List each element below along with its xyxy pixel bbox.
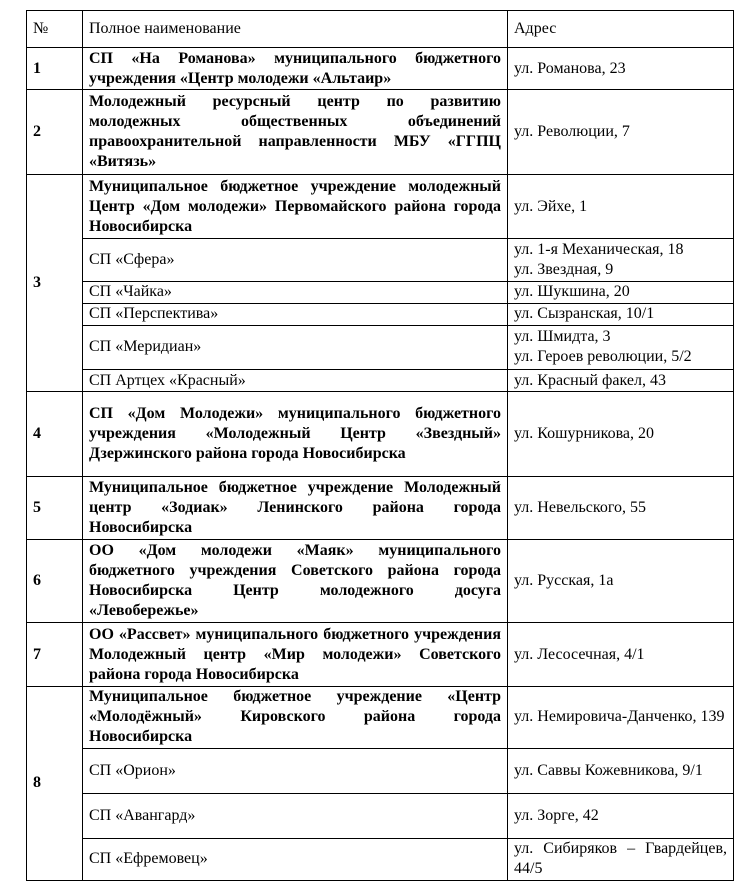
- org-address: ул. Сызранская, 10/1: [508, 303, 734, 325]
- table-row: [27, 48, 734, 90]
- address-line: ул. Звездная, 9: [514, 260, 614, 278]
- org-name: СП «Сфера»: [83, 239, 508, 281]
- org-address: ул. Романова, 23: [508, 48, 734, 90]
- org-name: Муниципальное бюджетное учреждение молодежный Центр «Дом молодежи» Первомайского района города Новосибирска: [83, 174, 508, 238]
- org-address: ул. Кошурникова, 20: [508, 392, 734, 476]
- org-address: ул. Шукшина, 20: [508, 281, 734, 303]
- row-num: 7: [27, 623, 83, 686]
- table-row: [27, 303, 734, 325]
- address-line: ул. 1-я Механическая, 18: [514, 240, 684, 258]
- table-row: [27, 370, 734, 392]
- org-address: ул. Русская, 1а: [508, 539, 734, 622]
- org-name: СП Артцех «Красный»: [83, 370, 508, 392]
- table-header-row: [27, 11, 734, 48]
- org-address: ул. Лесосечная, 4/1: [508, 623, 734, 686]
- address-line: ул. Шмидта, 3: [514, 328, 611, 346]
- row-num: 4: [27, 392, 83, 476]
- header-num: №: [27, 11, 83, 48]
- org-name: СП «Меридиан»: [83, 325, 508, 369]
- table-row: [27, 392, 734, 476]
- table-row: [27, 281, 734, 303]
- org-address: ул. Саввы Кожевникова, 9/1: [508, 749, 734, 794]
- org-address: ул. Красный факел, 43: [508, 370, 734, 392]
- org-name: Муниципальное бюджетное учреждение Молодежный центр «Зодиак» Ленинского района города Новосибирска: [83, 476, 508, 539]
- table-row: [27, 174, 734, 238]
- org-name: СП «Перспектива»: [83, 303, 508, 325]
- table-row: [27, 686, 734, 748]
- org-name: ОО «Дом молодежи «Маяк» муниципального бюджетного учреждения Советского района города Новосибирска Центр молодежного досуга «Левобережье»: [83, 539, 508, 622]
- header-name: Полное наименование: [83, 11, 508, 48]
- table-row: [27, 623, 734, 686]
- org-address: [508, 239, 734, 281]
- org-name: Молодежный ресурсный центр по развитию молодежных общественных объединений правоохранительной направленности МБУ «ГГПЦ «Витязь»: [83, 90, 508, 174]
- table-row: [27, 476, 734, 539]
- row-num: 2: [27, 90, 83, 174]
- org-address: ул. Зорге, 42: [508, 794, 734, 838]
- row-num: 6: [27, 539, 83, 622]
- row-num: 3: [27, 174, 83, 391]
- org-name: СП «На Романова» муниципального бюджетного учреждения «Центр молодежи «Альтаир»: [83, 48, 508, 90]
- org-address: ул. Революции, 7: [508, 90, 734, 174]
- table-row: [27, 794, 734, 838]
- header-address: Адрес: [508, 11, 734, 48]
- row-num: 5: [27, 476, 83, 539]
- row-num: 8: [27, 686, 83, 880]
- org-address: ул. Невельского, 55: [508, 476, 734, 539]
- table-row: [27, 325, 734, 369]
- table-row: [27, 749, 734, 794]
- table-row: [27, 539, 734, 622]
- org-name: СП «Авангард»: [83, 794, 508, 838]
- org-name: ОО «Рассвет» муниципального бюджетного учреждения Молодежный центр «Мир молодежи» Советского района города Новосибирска: [83, 623, 508, 686]
- org-name: СП «Орион»: [83, 749, 508, 794]
- address-line: ул. Героев революции, 5/2: [514, 348, 692, 366]
- table-row: [27, 838, 734, 880]
- org-name: СП «Ефремовец»: [83, 838, 508, 880]
- table-row: [27, 239, 734, 281]
- org-address: [508, 325, 734, 369]
- org-address: ул. Эйхе, 1: [508, 174, 734, 238]
- org-name: СП «Дом Молодежи» муниципального бюджетного учреждения «Молодежный Центр «Звездный» Дзержинского района города Новосибирска: [83, 392, 508, 476]
- table-row: [27, 90, 734, 174]
- organizations-table: [26, 10, 734, 881]
- row-num: 1: [27, 48, 83, 90]
- org-name: Муниципальное бюджетное учреждение «Центр «Молодёжный» Кировского района города Новосибирска: [83, 686, 508, 748]
- org-address: ул. Немировича-Данченко, 139: [508, 686, 734, 748]
- org-name: СП «Чайка»: [83, 281, 508, 303]
- org-address: ул. Сибиряков – Гвардейцев, 44/5: [508, 838, 734, 880]
